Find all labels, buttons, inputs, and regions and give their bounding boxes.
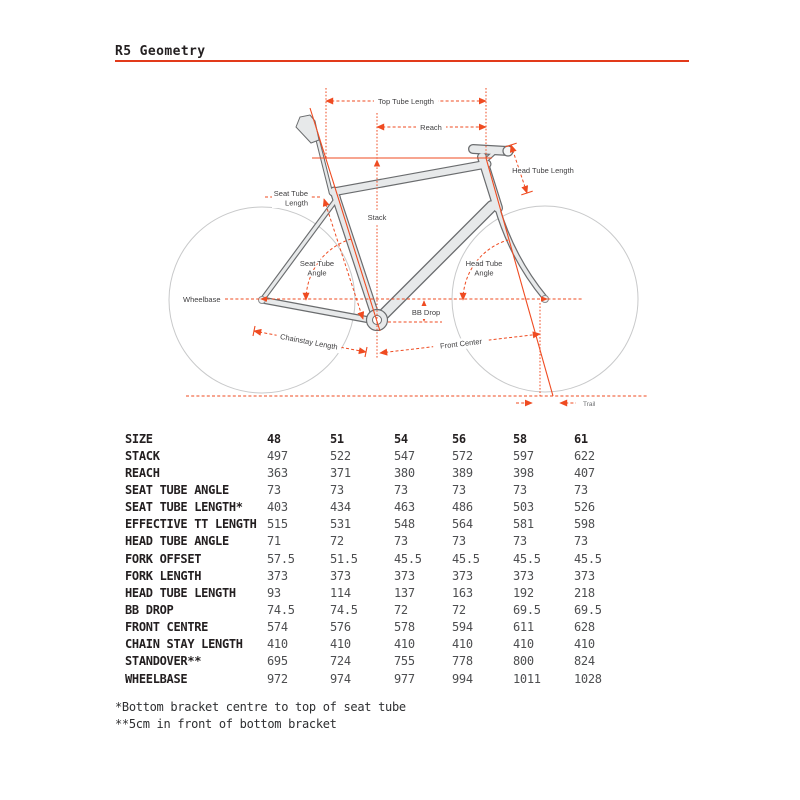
row-value: 572 bbox=[452, 448, 473, 463]
header-size-51: 51 bbox=[330, 431, 344, 446]
row-value: 373 bbox=[574, 568, 595, 583]
annotation-reach bbox=[377, 121, 486, 133]
row-label: FORK LENGTH bbox=[125, 568, 202, 583]
row-label: FRONT CENTRE bbox=[125, 620, 209, 635]
annotation-head-tube-angle bbox=[463, 240, 508, 300]
row-value: 45.5 bbox=[574, 551, 602, 566]
label-stack: Stack bbox=[367, 213, 387, 222]
row-value: 403 bbox=[267, 500, 288, 515]
row-value: 515 bbox=[267, 517, 288, 532]
row-value: 45.5 bbox=[394, 551, 422, 566]
label-bb-drop: BB Drop bbox=[411, 308, 441, 317]
row-value: 410 bbox=[267, 637, 288, 652]
row-value: 163 bbox=[452, 585, 473, 600]
row-value: 574 bbox=[267, 620, 288, 635]
label-reach: Reach bbox=[420, 123, 442, 132]
row-value: 1011 bbox=[513, 671, 541, 686]
row-value: 410 bbox=[574, 637, 595, 652]
row-value: 800 bbox=[513, 654, 534, 669]
row-value: 137 bbox=[394, 585, 415, 600]
row-value: 71 bbox=[267, 534, 281, 549]
row-value: 371 bbox=[330, 465, 351, 480]
table-row bbox=[125, 464, 645, 481]
row-value: 73 bbox=[330, 482, 344, 497]
row-value: 526 bbox=[574, 500, 595, 515]
row-value: 389 bbox=[452, 465, 473, 480]
row-value: 407 bbox=[574, 465, 595, 480]
row-label: FORK OFFSET bbox=[125, 551, 202, 566]
row-value: 74.5 bbox=[267, 602, 295, 617]
row-value: 380 bbox=[394, 465, 415, 480]
table-row bbox=[125, 550, 645, 567]
row-value: 114 bbox=[330, 585, 351, 600]
table-row bbox=[125, 481, 645, 498]
row-value: 724 bbox=[330, 654, 351, 669]
label-front-center: Front Center bbox=[439, 336, 483, 351]
annotation-top-tube-length bbox=[326, 96, 486, 107]
annotation-head-tube-length bbox=[505, 143, 574, 195]
row-value: 373 bbox=[513, 568, 534, 583]
row-label: CHAIN STAY LENGTH bbox=[125, 637, 243, 652]
row-value: 69.5 bbox=[574, 602, 602, 617]
row-value: 93 bbox=[267, 585, 281, 600]
row-value: 373 bbox=[452, 568, 473, 583]
row-label: EFFECTIVE TT LENGTH bbox=[125, 517, 257, 532]
row-value: 547 bbox=[394, 448, 415, 463]
row-label: STANDOVER** bbox=[125, 654, 202, 669]
label-chainstay-length: Chainstay Length bbox=[279, 331, 339, 352]
row-value: 994 bbox=[452, 671, 473, 686]
title-rule bbox=[115, 60, 689, 62]
row-value: 218 bbox=[574, 585, 595, 600]
row-value: 824 bbox=[574, 654, 595, 669]
row-value: 73 bbox=[513, 482, 527, 497]
row-label: STACK bbox=[125, 448, 160, 463]
label-seat-tube-length-2: Length bbox=[285, 198, 308, 208]
row-value: 74.5 bbox=[330, 602, 358, 617]
footnote-1: *Bottom bracket centre to top of seat tube bbox=[115, 700, 406, 714]
row-value: 72 bbox=[330, 534, 344, 549]
row-value: 974 bbox=[330, 671, 351, 686]
row-value: 972 bbox=[267, 671, 288, 686]
table-row bbox=[125, 567, 645, 584]
row-value: 73 bbox=[513, 534, 527, 549]
row-value: 57.5 bbox=[267, 551, 295, 566]
row-value: 73 bbox=[267, 482, 281, 497]
row-label: BB DROP bbox=[125, 602, 174, 617]
row-value: 564 bbox=[452, 517, 473, 532]
row-value: 45.5 bbox=[452, 551, 480, 566]
header-size-48: 48 bbox=[267, 431, 281, 446]
row-value: 486 bbox=[452, 500, 473, 515]
row-value: 581 bbox=[513, 517, 534, 532]
row-value: 69.5 bbox=[513, 602, 541, 617]
label-seat-tube-angle-1: Seat Tube bbox=[299, 259, 335, 268]
row-value: 503 bbox=[513, 500, 534, 515]
row-label: HEAD TUBE LENGTH bbox=[125, 585, 236, 600]
footnotes bbox=[115, 699, 406, 733]
row-value: 73 bbox=[574, 482, 588, 497]
label-seat-tube-length-1: Seat Tube bbox=[273, 189, 308, 198]
row-value: 598 bbox=[574, 517, 595, 532]
table-row bbox=[125, 653, 645, 670]
row-label: SEAT TUBE LENGTH* bbox=[125, 500, 243, 515]
row-value: 373 bbox=[267, 568, 288, 583]
row-value: 497 bbox=[267, 448, 288, 463]
table-row bbox=[125, 636, 645, 653]
header-size-label: SIZE bbox=[125, 431, 153, 446]
row-value: 755 bbox=[394, 654, 415, 669]
row-value: 410 bbox=[330, 637, 351, 652]
table-row bbox=[125, 670, 645, 687]
row-value: 548 bbox=[394, 517, 415, 532]
row-value: 398 bbox=[513, 465, 534, 480]
page-title: R5 Geometry bbox=[115, 44, 206, 59]
row-value: 463 bbox=[394, 500, 415, 515]
row-value: 373 bbox=[394, 568, 415, 583]
row-value: 594 bbox=[452, 620, 473, 635]
row-label: WHEELBASE bbox=[125, 671, 188, 686]
row-value: 410 bbox=[452, 637, 473, 652]
row-value: 73 bbox=[394, 482, 408, 497]
row-value: 522 bbox=[330, 448, 351, 463]
label-head-tube-length: Head Tube Length bbox=[512, 166, 574, 175]
row-value: 410 bbox=[513, 637, 534, 652]
header-size-58: 58 bbox=[513, 431, 527, 446]
row-value: 778 bbox=[452, 654, 473, 669]
table-row bbox=[125, 499, 645, 516]
header-size-54: 54 bbox=[394, 431, 408, 446]
row-value: 410 bbox=[394, 637, 415, 652]
table-body bbox=[125, 447, 645, 687]
row-value: 363 bbox=[267, 465, 288, 480]
row-value: 73 bbox=[394, 534, 408, 549]
row-value: 578 bbox=[394, 620, 415, 635]
table-row bbox=[125, 516, 645, 533]
row-label: SEAT TUBE ANGLE bbox=[125, 482, 229, 497]
row-value: 531 bbox=[330, 517, 351, 532]
geometry-diagram bbox=[140, 82, 710, 417]
row-value: 73 bbox=[452, 482, 466, 497]
annotation-wheelbase bbox=[183, 295, 582, 304]
row-value: 597 bbox=[513, 448, 534, 463]
table-row bbox=[125, 533, 645, 550]
annotation-seat-tube-angle bbox=[300, 239, 351, 300]
header-size-56: 56 bbox=[452, 431, 466, 446]
geometry-table bbox=[125, 430, 645, 687]
row-value: 72 bbox=[452, 602, 466, 617]
label-trail: Trail bbox=[583, 401, 596, 408]
row-value: 576 bbox=[330, 620, 351, 635]
label-seat-tube-angle-2: Angle bbox=[307, 268, 327, 278]
row-label: REACH bbox=[125, 465, 160, 480]
label-head-tube-angle-2: Angle bbox=[474, 268, 494, 278]
saddle bbox=[296, 115, 319, 143]
row-value: 373 bbox=[330, 568, 351, 583]
row-value: 695 bbox=[267, 654, 288, 669]
label-head-tube-angle-1: Head Tube bbox=[465, 259, 503, 268]
annotation-trail bbox=[516, 401, 596, 408]
header-size-61: 61 bbox=[574, 431, 588, 446]
label-wheelbase: Wheelbase bbox=[183, 295, 221, 304]
row-value: 622 bbox=[574, 448, 595, 463]
row-value: 51.5 bbox=[330, 551, 358, 566]
row-value: 611 bbox=[513, 620, 534, 635]
table-row bbox=[125, 619, 645, 636]
bike-frame bbox=[259, 115, 549, 331]
row-value: 434 bbox=[330, 500, 351, 515]
row-value: 628 bbox=[574, 620, 595, 635]
label-top-tube-length: Top Tube Length bbox=[378, 97, 434, 106]
table-row bbox=[125, 584, 645, 601]
row-value: 45.5 bbox=[513, 551, 541, 566]
row-value: 1028 bbox=[574, 671, 602, 686]
row-label: HEAD TUBE ANGLE bbox=[125, 534, 229, 549]
row-value: 73 bbox=[452, 534, 466, 549]
table-row bbox=[125, 447, 645, 464]
table-header-row bbox=[125, 430, 645, 447]
table-row bbox=[125, 601, 645, 618]
row-value: 72 bbox=[394, 602, 408, 617]
row-value: 977 bbox=[394, 671, 415, 686]
row-value: 73 bbox=[574, 534, 588, 549]
footnote-2: **5cm in front of bottom bracket bbox=[115, 717, 337, 731]
row-value: 192 bbox=[513, 585, 534, 600]
